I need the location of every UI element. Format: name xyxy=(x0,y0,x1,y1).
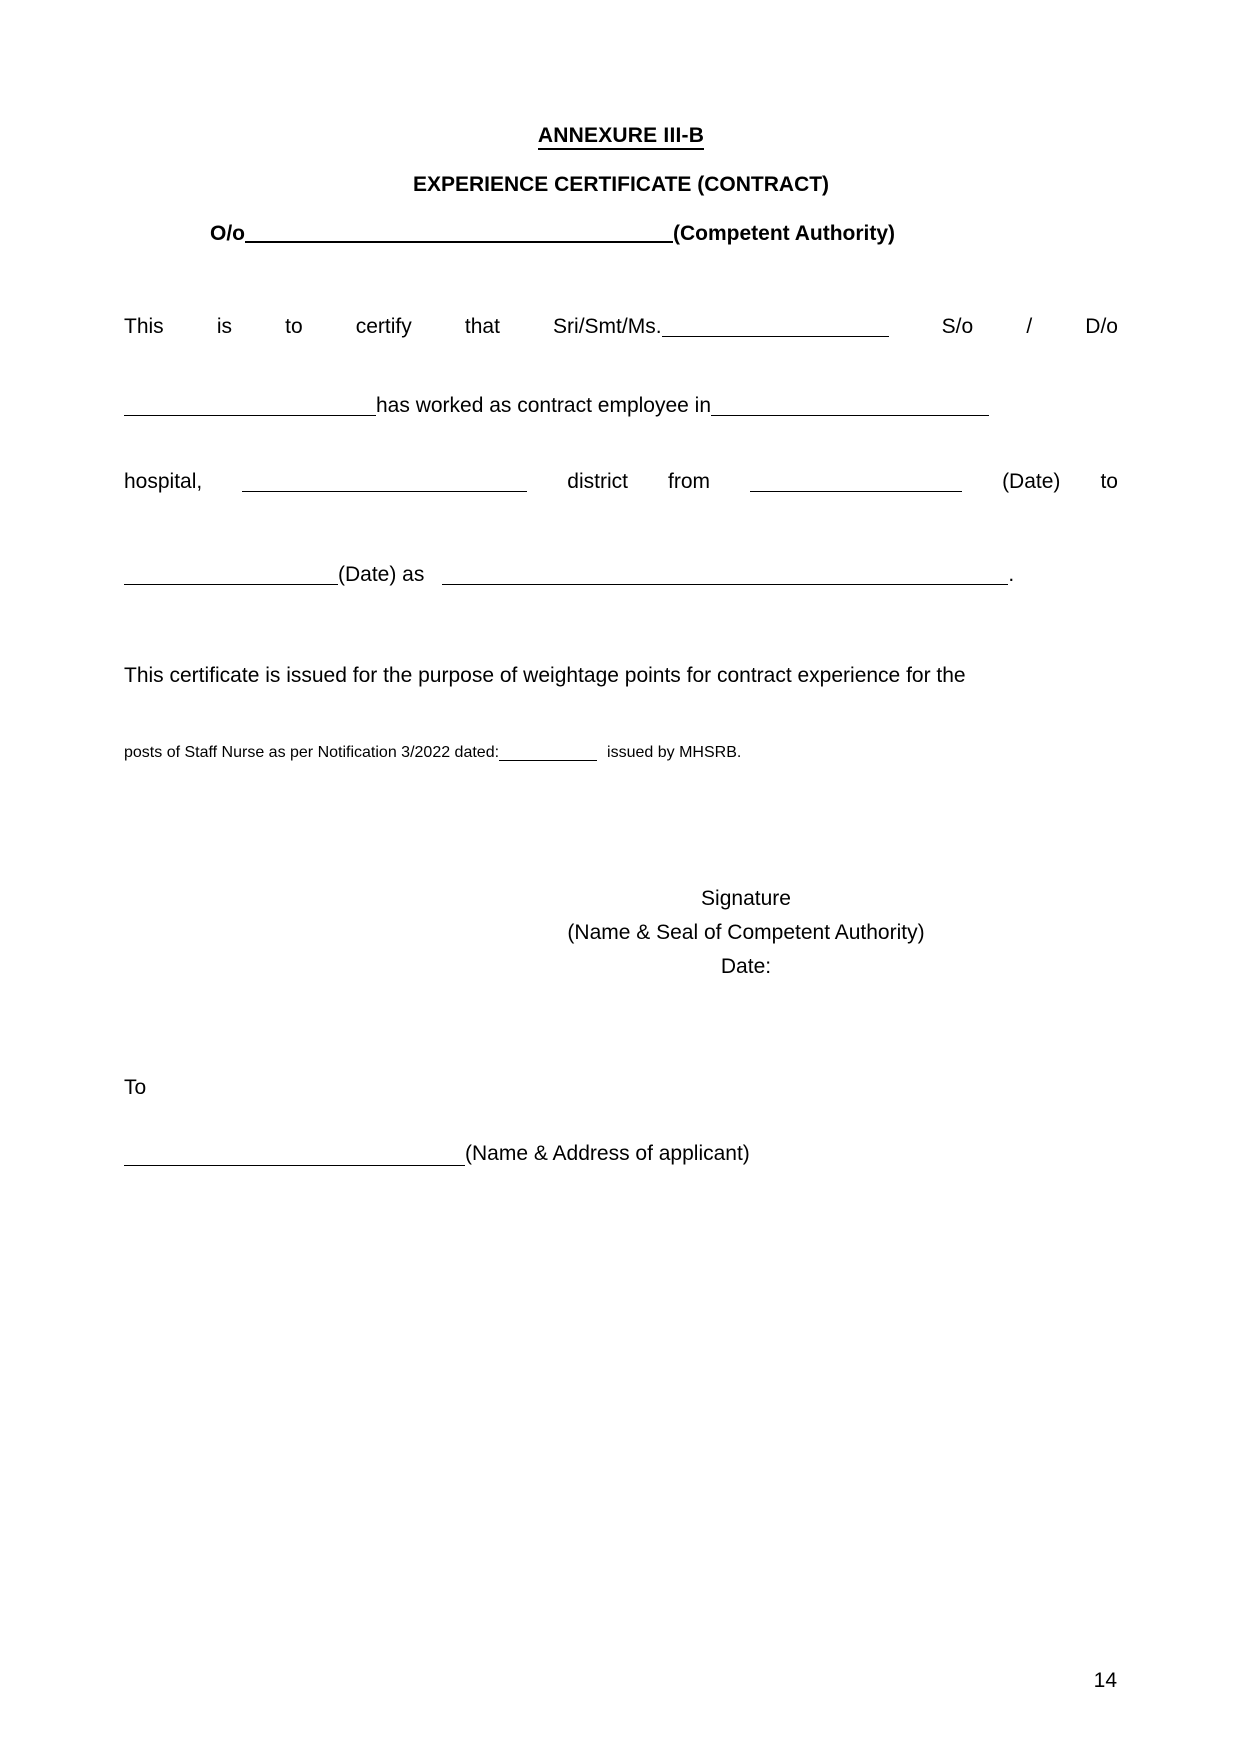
recipient-address-line xyxy=(124,1142,1118,1166)
office-of-line xyxy=(124,222,1118,246)
name-address-hint: (Name & Address of applicant) xyxy=(465,1142,750,1166)
to-word-label: to xyxy=(1100,470,1118,494)
certify-word-to: to xyxy=(285,315,303,339)
applicant-name-blank[interactable] xyxy=(662,321,889,337)
district-blank[interactable] xyxy=(242,476,527,492)
hospital-name-blank[interactable] xyxy=(711,400,989,416)
do-label: D/o xyxy=(1085,315,1118,339)
applicant-address-blank[interactable] xyxy=(124,1149,465,1166)
page-number: 14 xyxy=(1093,1669,1117,1692)
annexure-title-text: ANNEXURE III-B xyxy=(538,124,704,150)
salutation-label: Sri/Smt/Ms. xyxy=(553,315,662,339)
office-authority-blank[interactable] xyxy=(245,223,673,243)
notification-text-after: issued by MHSRB. xyxy=(607,744,742,762)
certify-line-2 xyxy=(124,395,1118,416)
annexure-title xyxy=(124,124,1118,147)
slash-separator: / xyxy=(1026,315,1033,339)
signature-block xyxy=(124,882,1118,984)
from-label: from xyxy=(668,470,710,494)
signature-label: Signature xyxy=(701,887,791,911)
document-content xyxy=(124,0,1118,1166)
certify-word-is: is xyxy=(216,315,232,339)
name-seal-label: (Name & Seal of Competent Authority) xyxy=(567,921,925,945)
certificate-title: EXPERIENCE CERTIFICATE (CONTRACT) xyxy=(412,173,830,197)
so-label: S/o xyxy=(941,315,974,339)
certify-line-1 xyxy=(124,316,1118,337)
certify-line-3 xyxy=(124,471,1118,492)
from-date-blank[interactable] xyxy=(750,476,962,492)
signature-date-label: Date: xyxy=(720,955,772,979)
hospital-label: hospital, xyxy=(124,470,203,494)
notification-text-before: posts of Staff Nurse as per Notification 3/2022 dated: xyxy=(124,744,500,762)
office-prefix-label: O/o xyxy=(210,222,245,246)
district-label: district xyxy=(567,470,628,494)
office-suffix-label: (Competent Authority) xyxy=(673,222,896,246)
certify-line-4 xyxy=(124,564,1118,585)
certify-word-this: This xyxy=(124,315,164,339)
to-date-hint-as: (Date) as xyxy=(338,563,425,587)
purpose-paragraph-line-1: This certificate is issued for the purpose of weightage points for contract experience for the xyxy=(124,664,966,688)
certify-word-certify: certify xyxy=(355,315,412,339)
purpose-paragraph-line-2 xyxy=(124,744,1118,762)
parent-name-blank[interactable] xyxy=(124,400,376,416)
designation-blank[interactable] xyxy=(442,569,1008,585)
worked-as-text: has worked as contract employee in xyxy=(376,394,712,418)
notification-date-blank[interactable] xyxy=(499,746,597,761)
certify-word-that: that xyxy=(464,315,500,339)
line4-period: . xyxy=(1008,563,1015,587)
recipient-to-label: To xyxy=(124,1076,147,1100)
from-date-hint: (Date) xyxy=(1002,470,1061,494)
to-date-blank[interactable] xyxy=(124,569,338,585)
